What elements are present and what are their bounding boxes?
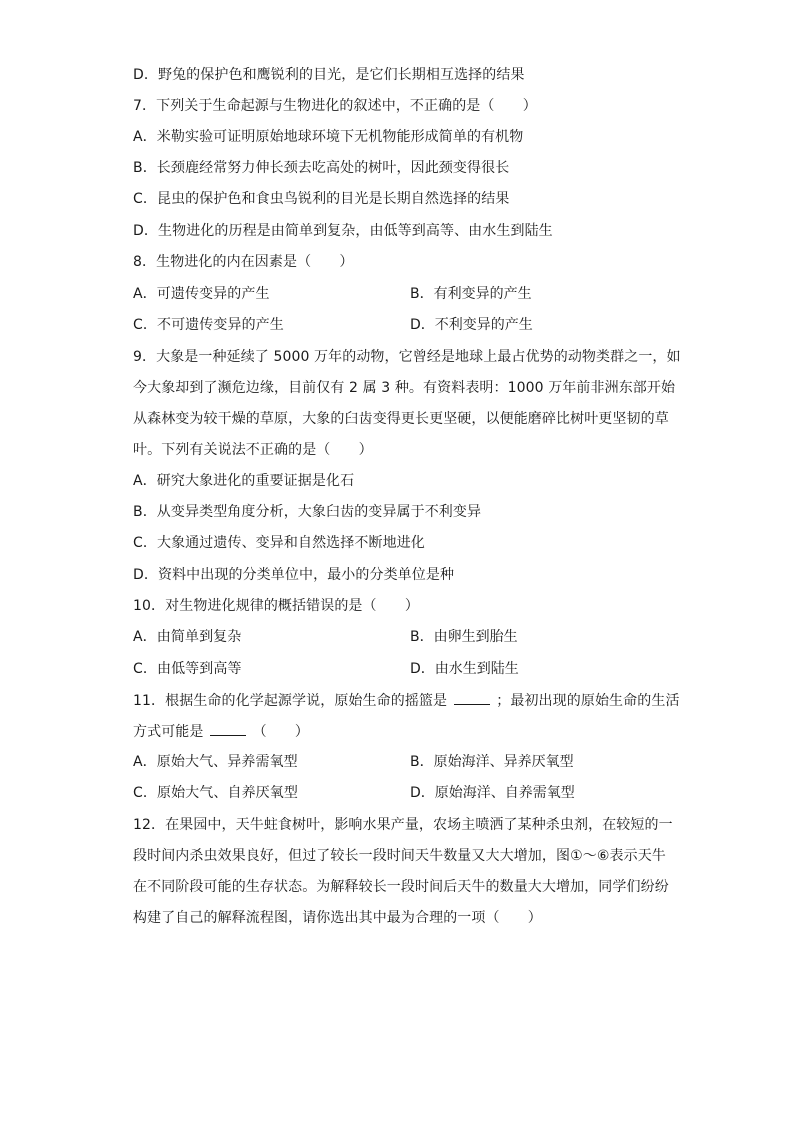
q11-stem-part3: 方式可能是 xyxy=(133,724,204,740)
q7-stem: 7．下列关于生命起源与生物进化的叙述中，不正确的是（ ） xyxy=(133,98,537,114)
q7-option-d: D．生物进化的历程是由简单到复杂，由低等到高等、由水生到陆生 xyxy=(133,223,553,239)
q9-option-b: B．从变异类型角度分析，大象臼齿的变异属于不利变异 xyxy=(133,504,482,520)
q10-option-d: D．由水生到陆生 xyxy=(410,661,519,677)
q11-stem-line1 xyxy=(133,690,680,711)
q8-option-b: B．有利变异的产生 xyxy=(410,286,532,302)
q9-stem-line2: 今大象却到了濒危边缘，目前仅有 2 属 3 种。有资料表明：1000 万年前非洲东部开始 xyxy=(133,380,676,396)
q11-stem-part2: ；最初出现的原始生命的生活 xyxy=(496,693,680,709)
q12-stem-line2: 段时间内杀虫效果良好，但过了较长一段时间天牛数量又大大增加，图①～⑥表示天牛 xyxy=(133,848,666,864)
q11-option-c: C．原始大气、自养厌氧型 xyxy=(133,785,298,801)
q9-option-c: C．大象通过遗传、变异和自然选择不断地进化 xyxy=(133,535,425,551)
q11-stem-part1: 11．根据生命的化学起源学说，原始生命的摇篮是 xyxy=(133,693,448,709)
answer-blank-1 xyxy=(454,690,490,705)
q7-option-b: B．长颈鹿经常努力伸长颈去吃高处的树叶，因此颈变得很长 xyxy=(133,160,510,176)
q12-stem-line1: 12．在果园中，天牛蛀食树叶，影响水果产量，农场主喷洒了某种杀虫剂，在较短的一 xyxy=(133,817,673,833)
q11-option-d: D．原始海洋、自养需氧型 xyxy=(410,785,575,801)
q12-stem-line4: 构建了自己的解释流程图，请你选出其中最为合理的一项（ ） xyxy=(133,910,542,926)
q10-option-b: B．由卵生到胎生 xyxy=(410,629,518,645)
answer-blank-2 xyxy=(210,721,246,736)
q10-option-a: A．由简单到复杂 xyxy=(133,629,242,645)
q8-option-a: A．可遗传变异的产生 xyxy=(133,286,270,302)
q8-stem: 8．生物进化的内在因素是（ ） xyxy=(133,254,354,270)
q9-option-a: A．研究大象进化的重要证据是化石 xyxy=(133,473,355,489)
q9-stem-line3: 从森林变为较干燥的草原，大象的臼齿变得更长更坚硬，以便能磨碎比树叶更坚韧的草 xyxy=(133,411,669,427)
q9-stem-line1: 9．大象是一种延续了 5000 万年的动物，它曾经是地球上最占优势的动物类群之一，如 xyxy=(133,349,681,365)
q11-option-a: A．原始大气、异养需氧型 xyxy=(133,754,298,770)
q9-stem-line4: 叶。下列有关说法不正确的是（ ） xyxy=(133,442,373,458)
q9-option-d: D．资料中出现的分类单位中，最小的分类单位是种 xyxy=(133,567,455,583)
q6-option-d: D．野兔的保护色和鹰锐利的目光，是它们长期相互选择的结果 xyxy=(133,67,525,83)
q7-option-a: A．米勒实验可证明原始地球环境下无机物能形成简单的有机物 xyxy=(133,129,524,145)
q11-option-b: B．原始海洋、异养厌氧型 xyxy=(410,754,574,770)
q8-option-c: C．不可遗传变异的产生 xyxy=(133,317,284,333)
q11-stem-part4: （ ） xyxy=(252,724,310,740)
q7-option-c: C．昆虫的保护色和食虫鸟锐利的目光是长期自然选择的结果 xyxy=(133,191,510,207)
q11-stem-line2 xyxy=(133,721,309,742)
q8-option-d: D．不利变异的产生 xyxy=(410,317,533,333)
q12-stem-line3: 在不同阶段可能的生存状态。为解释较长一段时间后天牛的数量大大增加，同学们纷纷 xyxy=(133,879,669,895)
q10-option-c: C．由低等到高等 xyxy=(133,661,242,677)
q10-stem: 10．对生物进化规律的概括错误的是（ ） xyxy=(133,598,419,614)
